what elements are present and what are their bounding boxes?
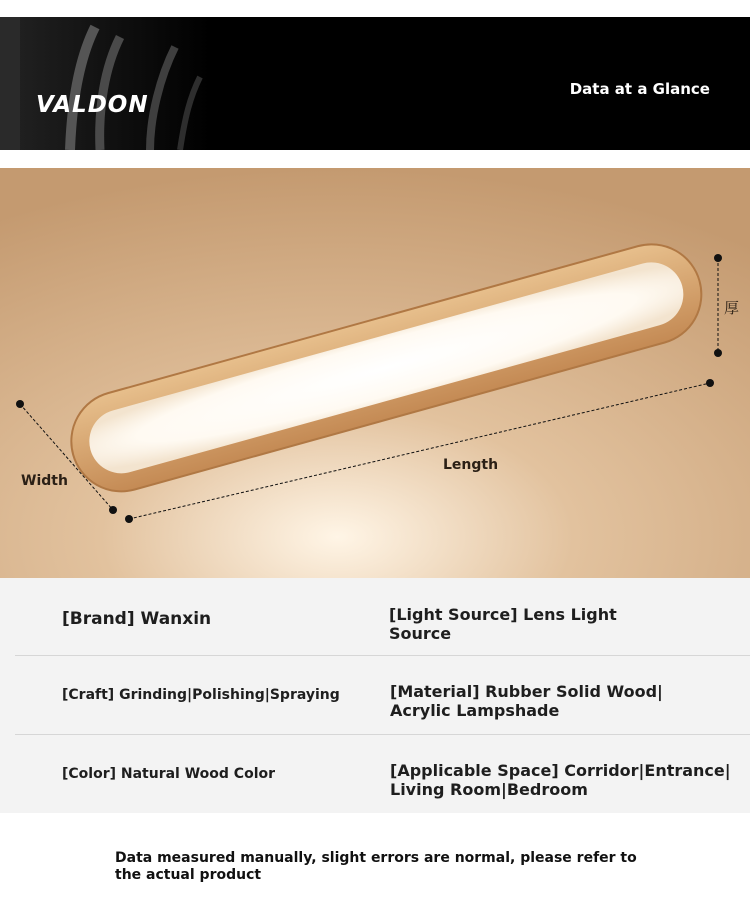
spec-craft: [Craft] Grinding|Polishing|Spraying bbox=[62, 687, 340, 703]
spec-row bbox=[15, 736, 750, 814]
spec-brand: [Brand] Wanxin bbox=[62, 609, 212, 629]
spec-material: [Material] Rubber Solid Wood| Acrylic Lampshade bbox=[390, 682, 663, 720]
ceiling-lamp-illustration bbox=[0, 168, 750, 578]
brand-logo: VALDON bbox=[36, 92, 149, 118]
spec-color: [Color] Natural Wood Color bbox=[62, 766, 276, 782]
spec-table bbox=[0, 578, 750, 813]
spec-applicable-space: [Applicable Space] Corridor|Entrance| Living Room|Bedroom bbox=[390, 761, 731, 799]
spec-row bbox=[15, 657, 750, 735]
width-label: Width bbox=[21, 473, 68, 489]
product-dimension-image bbox=[0, 168, 750, 578]
measurement-note: Data measured manually, slight errors are normal, please refer to the actual product bbox=[115, 850, 637, 883]
decorative-background-image bbox=[0, 17, 210, 150]
page-title: Data at a Glance bbox=[569, 80, 710, 98]
spec-row bbox=[15, 578, 750, 656]
spec-light-source: [Light Source] Lens Light Source bbox=[389, 605, 617, 643]
length-label: Length bbox=[443, 457, 499, 473]
height-label: 厚 bbox=[724, 299, 740, 317]
brand-header bbox=[0, 17, 750, 150]
